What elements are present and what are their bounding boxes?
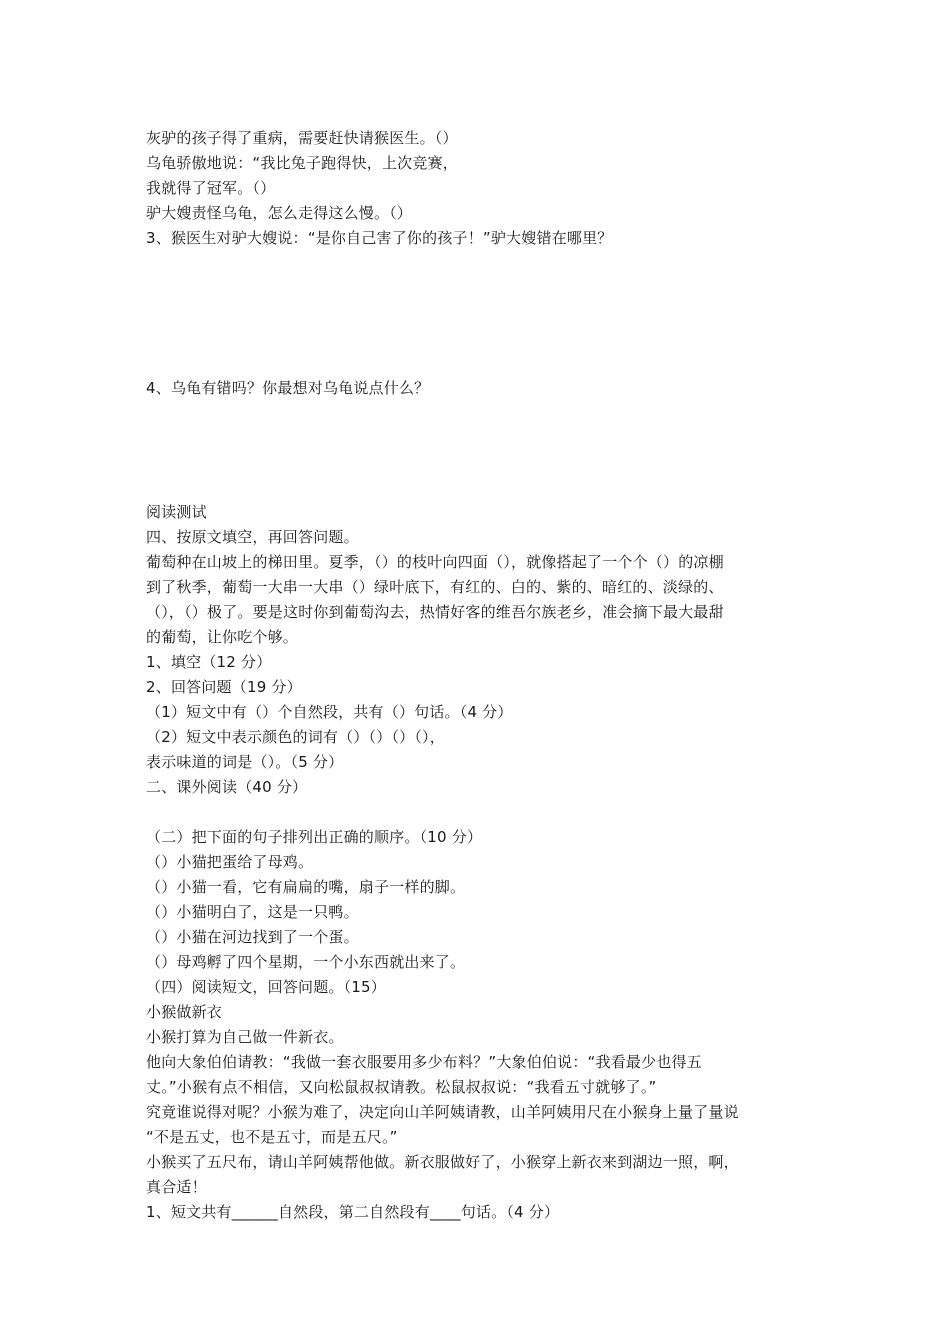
question-line: 表示味道的词是（）。（5 分） [146,753,344,771]
ordering-item: （）小猫一看，它有扁扁的嘴，扇子一样的脚。 [146,878,466,896]
story-line: 究竟谁说得对呢？小猴为难了，决定向山羊阿姨请教，山羊阿姨用尺在小猴身上量了量说 [146,1103,739,1121]
question-line: （二）把下面的句子排列出正确的顺序。（10 分） [146,828,483,846]
ordering-item: （）小猫明白了，这是一只鸭。 [146,903,359,921]
story-line: 小猴买了五尺布，请山羊阿姨帮他做。新衣服做好了，小猴穿上新衣来到湖边一照，啊， [146,1153,739,1171]
passage-line: 的葡萄，让你吃个够。 [146,628,299,646]
section-heading: 四、按原文填空，再回答问题。 [146,528,359,546]
passage-line: （），（）极了。要是这时你到葡萄沟去，热情好客的维吾尔族老乡，准会摘下最大最甜 [146,603,724,621]
question-line: （四）阅读短文，回答问题。（15） [146,978,386,996]
story-line: “不是五丈，也不是五寸，而是五尺。” [146,1128,398,1146]
story-line: 真合适！ [146,1178,207,1196]
text-line: 乌龟骄傲地说：“我比兔子跑得快，上次竞赛， [146,154,458,172]
passage-line: 葡萄种在山坡上的梯田里。夏季，（）的枝叶向四面（），就像搭起了一个个（）的凉棚 [146,553,724,571]
question-4: 4、乌龟有错吗？你最想对乌龟说点什么？ [146,379,430,397]
text-line: 灰驴的孩子得了重病，需要赶快请猴医生。（） [146,129,458,147]
question-3: 3、猴医生对驴大嫂说：“是你自己害了你的孩子！”驴大嫂错在哪里？ [146,229,613,247]
ordering-item: （）小猫把蛋给了母鸡。 [146,853,314,871]
text-line: 驴大嫂责怪乌龟，怎么走得这么慢。（） [146,204,413,222]
story-line: 丈。”小猴有点不相信，又向松鼠叔叔请教。松鼠叔叔说：“我看五寸就够了。” [146,1078,657,1096]
question-line: 1、短文共有______自然段，第二自然段有____句话。（4 分） [146,1203,560,1221]
ordering-item: （）母鸡孵了四个星期，一个小东西就出来了。 [146,953,466,971]
question-line: （1）短文中有（）个自然段，共有（）句话。（4 分） [146,703,513,721]
story-title: 小猴做新衣 [146,1003,223,1021]
section-title: 阅读测试 [146,503,207,521]
story-line: 他向大象伯伯请教：“我做一套衣服要用多少布料？”大象伯伯说：“我看最少也得五 [146,1053,702,1071]
story-line: 小猴打算为自己做一件新衣。 [146,1028,344,1046]
section-heading: 二、课外阅读（40 分） [146,778,308,796]
question-line: （2）短文中表示颜色的词有（）（）（）（）， [146,728,445,746]
passage-line: 到了秋季，葡萄一大串一大串（）绿叶底下，有红的、白的、紫的、暗红的、淡绿的、 [146,578,724,596]
text-line: 我就得了冠军。（） [146,179,276,197]
question-line: 2、回答问题（19 分） [146,678,302,696]
ordering-item: （）小猫在河边找到了一个蛋。 [146,928,359,946]
question-line: 1、填空（12 分） [146,653,272,671]
